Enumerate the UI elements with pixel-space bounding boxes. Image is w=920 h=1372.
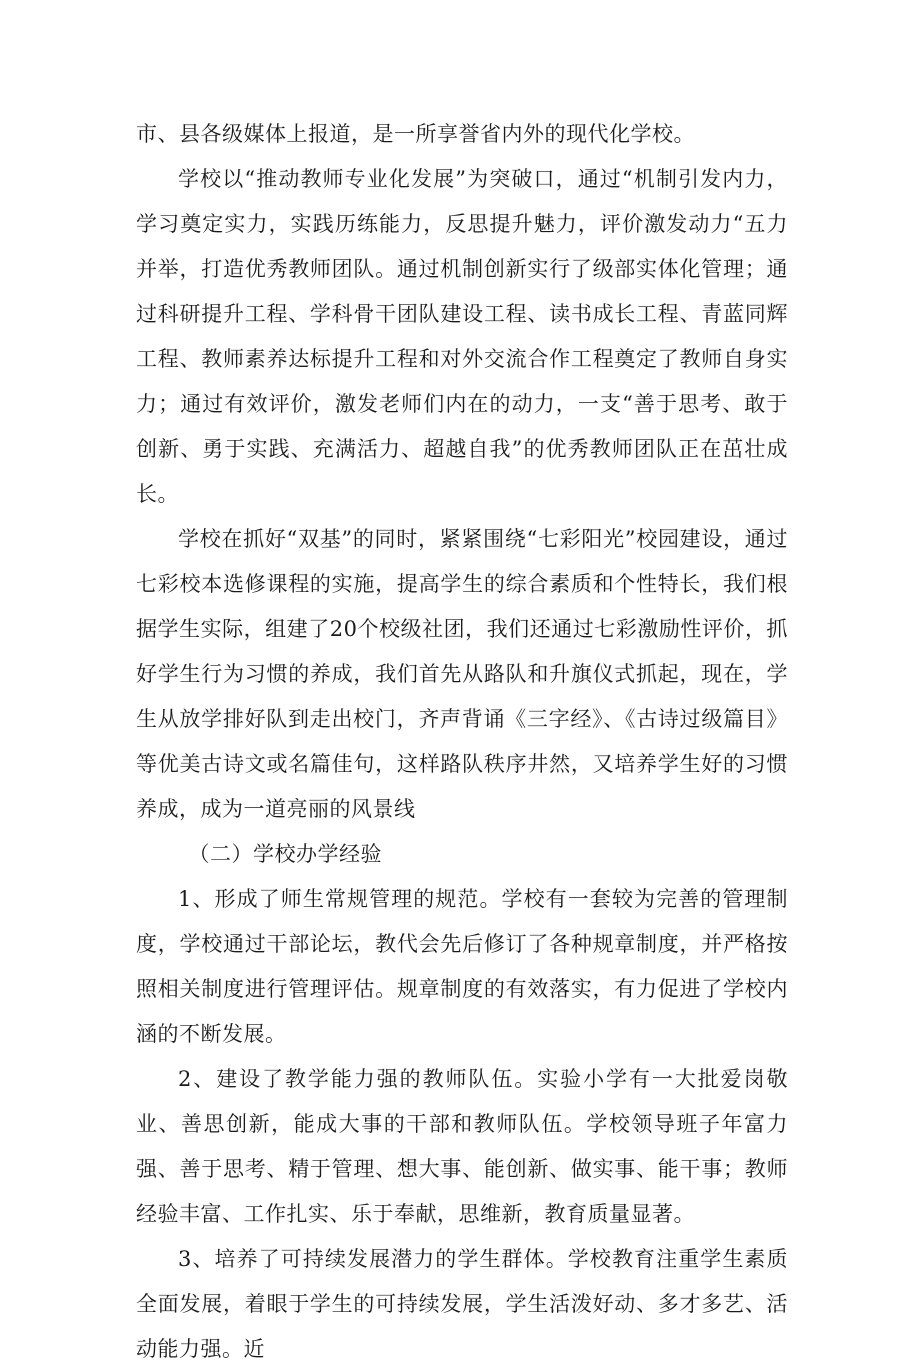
paragraph-continuation: 市、县各级媒体上报道，是一所享誉省内外的现代化学校。 (136, 122, 695, 146)
paragraph-teacher-team: 学校以“推动教师专业化发展”为突破口，通过“机制引发内力，学习奠定实力，实践历练能力，反思提升魅力，评价激发动力“五力并举，打造优秀教师团队。通过机制创新实行了级部实体化管理；通过科研提升工程、学科骨干团队建设工程、读书成长工程、青蓝同辉工程、教师素养达标提升工程和对外交流合作工程奠定了教师自身实力；通过有效评价，激发老师们内在的动力，一支“善于思考、敢于创新、勇于实践、充满活力、超越自我”的优秀教师团队正在茁壮成长。 (136, 167, 788, 506)
section-heading: （二）学校办学经验 (188, 842, 382, 866)
item-management-norms: 1、形成了师生常规管理的规范。学校有一套较为完善的管理制度，学校通过干部论坛，教代会先后修订了各种规章制度，并严格按照相关制度进行管理评估。规章制度的有效落实，有力促进了学校内涵的不断发展。 (136, 887, 788, 1046)
item-student-group: 3、培养了可持续发展潜力的学生群体。学校教育注重学生素质全面发展，着眼于学生的可持续发展，学生活泼好动、多才多艺、活动能力强。近 (136, 1247, 788, 1361)
paragraph-colorful-sunshine: 学校在抓好“双基”的同时，紧紧围绕“七彩阳光”校园建设，通过七彩校本选修课程的实施，提高学生的综合素质和个性特长，我们根据学生实际，组建了20个校级社团，我们还通过七彩激励性评价，抓好学生行为习惯的养成，我们首先从路队和升旗仪式抓起，现在，学生从放学排好队到走出校门，齐声背诵《三字经》、《古诗过级篇目》等优美古诗文或名篇佳句，这样路队秩序井然，又培养学生好的习惯养成，成为一道亮丽的风景线 (136, 527, 788, 821)
item-teacher-team: 2、建设了教学能力强的教师队伍。实验小学有一大批爱岗敬业、善思创新，能成大事的干部和教师队伍。学校领导班子年富力强、善于思考、精于管理、想大事、能创新、做实事、能干事；教师经验丰富、工作扎实、乐于奉献，思维新，教育质量显著。 (136, 1067, 788, 1226)
document-body (136, 112, 788, 1372)
